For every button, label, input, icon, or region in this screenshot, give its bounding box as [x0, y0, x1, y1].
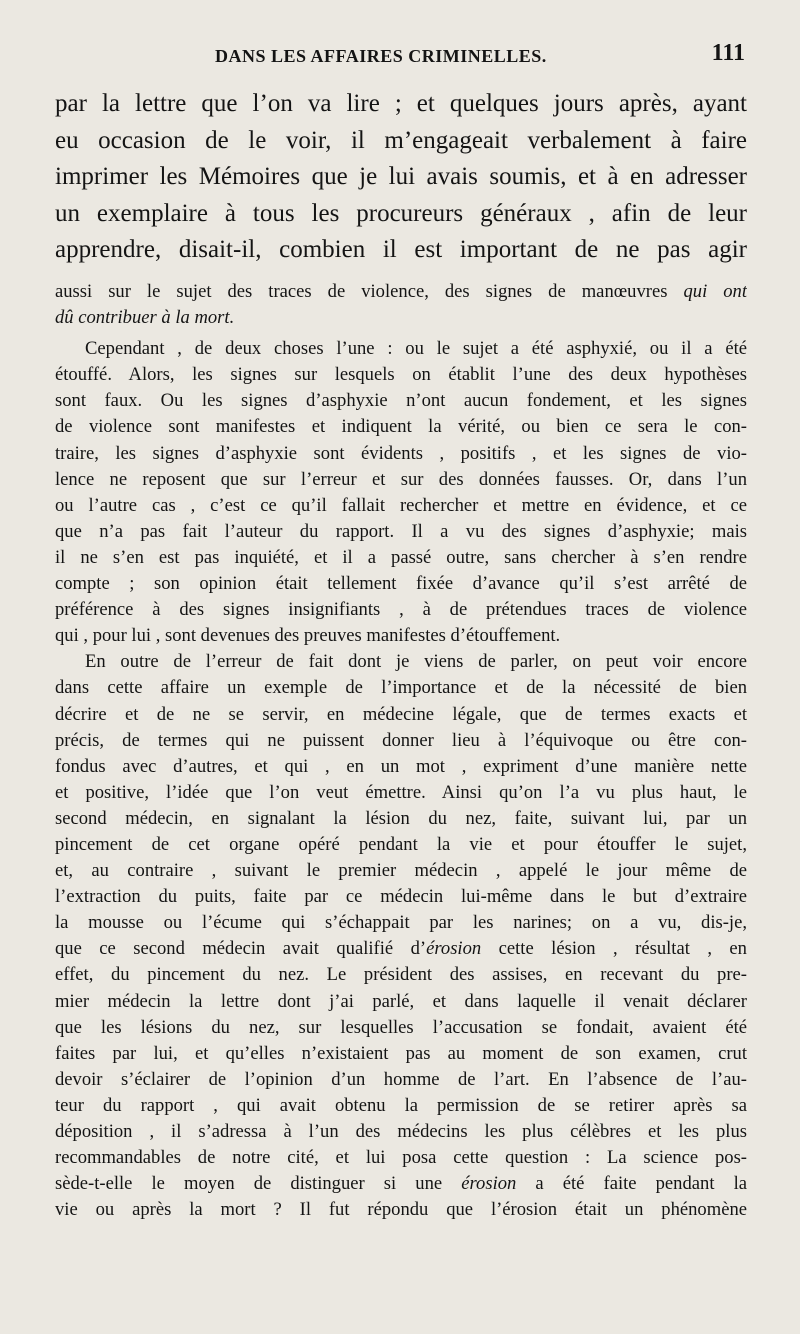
body-line: et positive, l’idée que l’on veut émettre. Ainsi qu’on l’a vu plus haut, le	[55, 781, 747, 803]
body-line: second médecin, en signalant la lésion du nez, faite, suivant lui, par un	[55, 807, 747, 829]
quote-line: eu occasion de le voir, il m’engageait verbalement à faire	[55, 126, 747, 154]
body-line: la mousse ou l’écume qui s’échappait par les narines; on a vu, dis-je,	[55, 912, 747, 934]
body-line: l’extraction du puits, faite par ce médecin lui-même dans le but d’extraire	[55, 886, 747, 908]
body-line: Cependant , de deux choses l’une : ou le sujet a été asphyxié, ou il a été	[85, 338, 747, 360]
body-line: qui , pour lui , sont devenues des preuves manifestes d’étouffement.	[55, 625, 561, 647]
body-line: décrire et de ne se servir, en médecine légale, que de termes exacts et	[55, 703, 747, 725]
body-line: déposition , il s’adressa à l’un des médecins les plus célèbres et les plus	[55, 1121, 747, 1142]
italic-phrase: qui ont	[683, 281, 747, 302]
body-line-text: aussi sur le sujet des traces de violence, des signes de manœuvres	[55, 281, 668, 302]
italic-word: érosion	[426, 938, 482, 960]
body-line: traire, les signes d’asphyxie sont évidents , positifs , et les signes de vio-	[55, 442, 747, 464]
running-title: DANS LES AFFAIRES CRIMINELLES.	[215, 46, 547, 66]
body-line: compte ; son opinion était tellement fixée d’avance qu’il s’est arrêté de	[55, 573, 747, 595]
body-line: et, au contraire , suivant le premier médecin , appelé le jour même de	[55, 860, 747, 882]
body-line: étouffé. Alors, les signes sur lesquels on établit l’une des deux hypothèses	[55, 364, 747, 386]
body-line: fondus avec d’autres, et qui , en un mot , expriment d’une manière nette	[55, 755, 747, 777]
body-line: de violence sont manifestes et indiquent la vérité, ou bien ce sera le con-	[55, 416, 747, 438]
body-line: dans cette affaire un exemple de l’importance et de la nécessité de bien	[55, 677, 747, 699]
body-line-text: a été faite pendant la	[516, 1173, 747, 1195]
quote-line: par la lettre que l’on va lire ; et quelques jours après, ayant	[55, 90, 747, 117]
body-line: devoir s’éclairer de l’opinion d’un homme de l’art. En l’absence de l’au-	[55, 1068, 747, 1090]
body-line: En outre de l’erreur de fait dont je viens de parler, on peut voir encore	[85, 651, 747, 673]
body-line: préférence à des signes insignifiants , à de prétendues traces de violence	[55, 599, 747, 621]
body-line: vie ou après la mort ? Il fut répondu que l’érosion était un phénomène	[55, 1199, 747, 1221]
body-line: lence ne reposent que sur l’erreur et sur des données fausses. Or, dans l’un	[55, 468, 747, 490]
body-line-text: cette lésion , résultat , en	[481, 938, 747, 960]
body-text	[55, 279, 747, 1223]
body-line: faites par lui, et qu’elles n’existaient pas au moment de son examen, crut	[55, 1042, 747, 1064]
quote-line: un exemplaire à tous les procureurs généraux , afin de leur	[55, 199, 747, 227]
quoted-letter-text	[55, 86, 747, 269]
body-line-text: sède-t-elle le moyen de distinguer si une	[55, 1173, 462, 1195]
body-line-text: que ce second médecin avait qualifié d’	[55, 938, 427, 960]
body-line	[55, 1171, 747, 1197]
body-line: teur du rapport , qui avait obtenu la permission de se retirer après sa	[55, 1094, 747, 1116]
body-line: pincement de cet organe opéré pendant la vie et pour étouffer le sujet,	[55, 833, 747, 855]
body-line: que n’a pas fait l’auteur du rapport. Il a vu des signes d’asphyxie; mais	[55, 520, 747, 542]
page-header	[55, 40, 745, 76]
body-line: sont faux. Ou les signes d’asphyxie n’ont aucun fondement, et les signes	[55, 390, 747, 412]
body-line: il ne s’en est pas inquiété, et il a passé outre, sans chercher à s’en rendre	[55, 546, 747, 568]
body-line	[55, 305, 747, 331]
italic-word: érosion	[461, 1173, 517, 1195]
quote-line: imprimer les Mémoires que je lui avais soumis, et à en adresser	[55, 163, 747, 190]
body-line: que les lésions du nez, sur lesquelles l’accusation se fondait, avaient été	[55, 1016, 747, 1038]
body-line	[55, 279, 747, 305]
body-line: recommandables de notre cité, et lui posa cette question : La science pos-	[55, 1147, 747, 1169]
body-line: mier médecin la lettre dont j’ai parlé, et dans laquelle il venait déclarer	[55, 990, 747, 1012]
italic-phrase: dû contribuer à la mort.	[55, 307, 235, 329]
body-line	[55, 936, 747, 962]
body-line: précis, de termes qui ne puissent donner lieu à l’équivoque ou être con-	[55, 729, 747, 751]
quote-line: apprendre, disait-il, combien il est important de ne pas agir	[55, 236, 747, 263]
page-number: 111	[711, 40, 745, 66]
body-line: effet, du pincement du nez. Le président des assises, en recevant du pre-	[55, 964, 747, 986]
body-line: ou l’autre cas , c’est ce qu’il fallait rechercher et mettre en évidence, et ce	[55, 494, 747, 516]
